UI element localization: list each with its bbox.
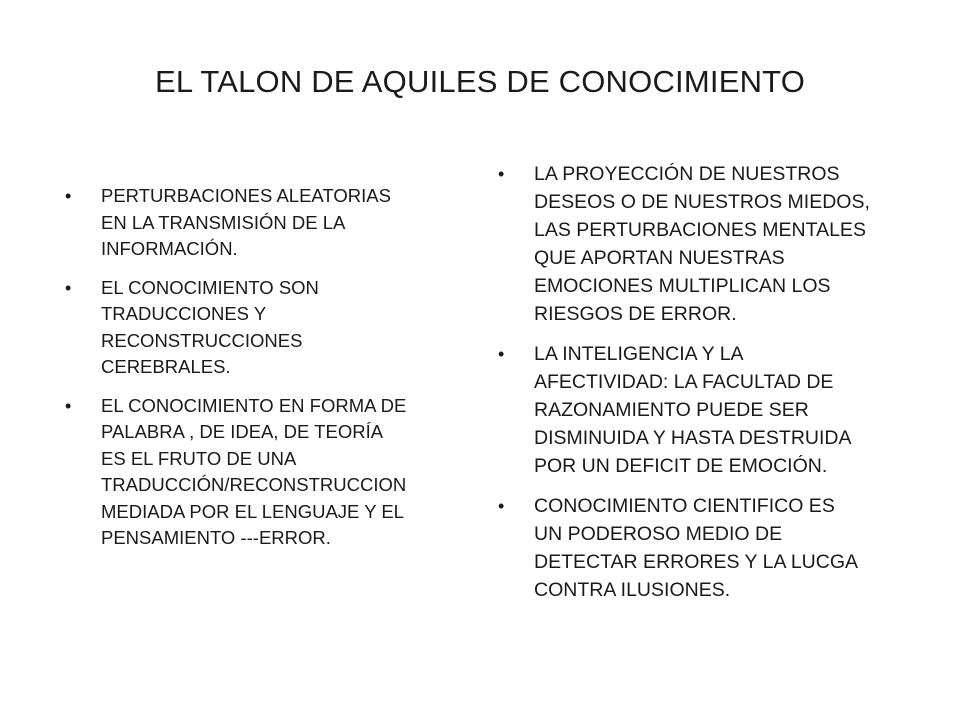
bullet-text-line: CEREBRALES.	[101, 356, 231, 377]
bullet-text-line: AFECTIVIDAD: LA FACULTAD DE	[534, 371, 834, 393]
bullet-text-line: UN PODEROSO MEDIO DE	[534, 523, 783, 545]
bullet-text-line: EL CONOCIMIENTO EN FORMA DE	[101, 394, 407, 416]
bullet-icon: •	[498, 164, 505, 184]
bullet-text-line: RECONSTRUCCIONES	[101, 329, 303, 351]
right-bullet-list	[498, 160, 928, 616]
left-bullet-list	[65, 183, 485, 564]
bullet-text-line: CONOCIMIENTO CIENTIFICO ES	[534, 495, 835, 517]
bullet-text-line: PENSAMIENTO ---ERROR.	[101, 527, 331, 548]
bullet-item	[498, 340, 928, 480]
bullet-text-line: DETECTAR ERRORES Y LA LUCGA	[534, 551, 859, 573]
bullet-text-line: ES EL FRUTO DE UNA	[101, 447, 297, 469]
bullet-text-line: EMOCIONES MULTIPLICAN LOS	[534, 275, 831, 297]
bullet-item	[498, 160, 928, 328]
bullet-text-line: INFORMACIÓN.	[101, 238, 238, 259]
bullet-text-line: TRADUCCIÓN/RECONSTRUCCION	[101, 474, 407, 495]
bullet-item	[65, 393, 485, 552]
bullet-text-line: POR UN DEFICIT DE EMOCIÓN.	[534, 455, 828, 477]
bullet-text-line: RIESGOS DE ERROR.	[534, 303, 737, 325]
bullet-icon: •	[498, 344, 505, 364]
bullet-icon: •	[65, 186, 72, 206]
bullet-text-line: DISMINUIDA Y HASTA DESTRUIDA	[534, 427, 852, 449]
bullet-item	[498, 492, 928, 604]
bullet-text-line: LAS PERTURBACIONES MENTALES	[534, 219, 866, 241]
bullet-text-line: LA INTELIGENCIA Y LA	[534, 343, 744, 365]
bullet-text-line: DESEOS O DE NUESTROS MIEDOS,	[534, 191, 870, 213]
bullet-icon: •	[65, 395, 72, 416]
bullet-item	[65, 183, 485, 263]
slide-title: EL TALON DE AQUILES DE CONOCIMIENTO	[154, 64, 806, 99]
bullet-text-line: MEDIADA POR EL LENGUAJE Y EL	[101, 500, 404, 522]
bullet-text-line: RAZONAMIENTO PUEDE SER	[534, 399, 809, 421]
bullet-text-line: TRADUCCIONES Y	[101, 303, 267, 324]
bullet-item	[65, 275, 485, 381]
bullet-text-line: PALABRA , DE IDEA, DE TEORÍA	[101, 421, 384, 442]
bullet-text-line: QUE APORTAN NUESTRAS	[534, 247, 785, 269]
bullet-icon: •	[498, 496, 505, 516]
bullet-text-line: EN LA TRANSMISIÓN DE LA	[101, 211, 346, 233]
bullet-text-line: EL CONOCIMIENTO SON	[101, 276, 319, 298]
bullet-text-line: PERTURBACIONES ALEATORIAS	[101, 185, 391, 206]
bullet-text-line: LA PROYECCIÓN DE NUESTROS	[534, 163, 840, 185]
bullet-text-line: CONTRA ILUSIONES.	[534, 579, 731, 601]
bullet-icon: •	[65, 277, 72, 298]
